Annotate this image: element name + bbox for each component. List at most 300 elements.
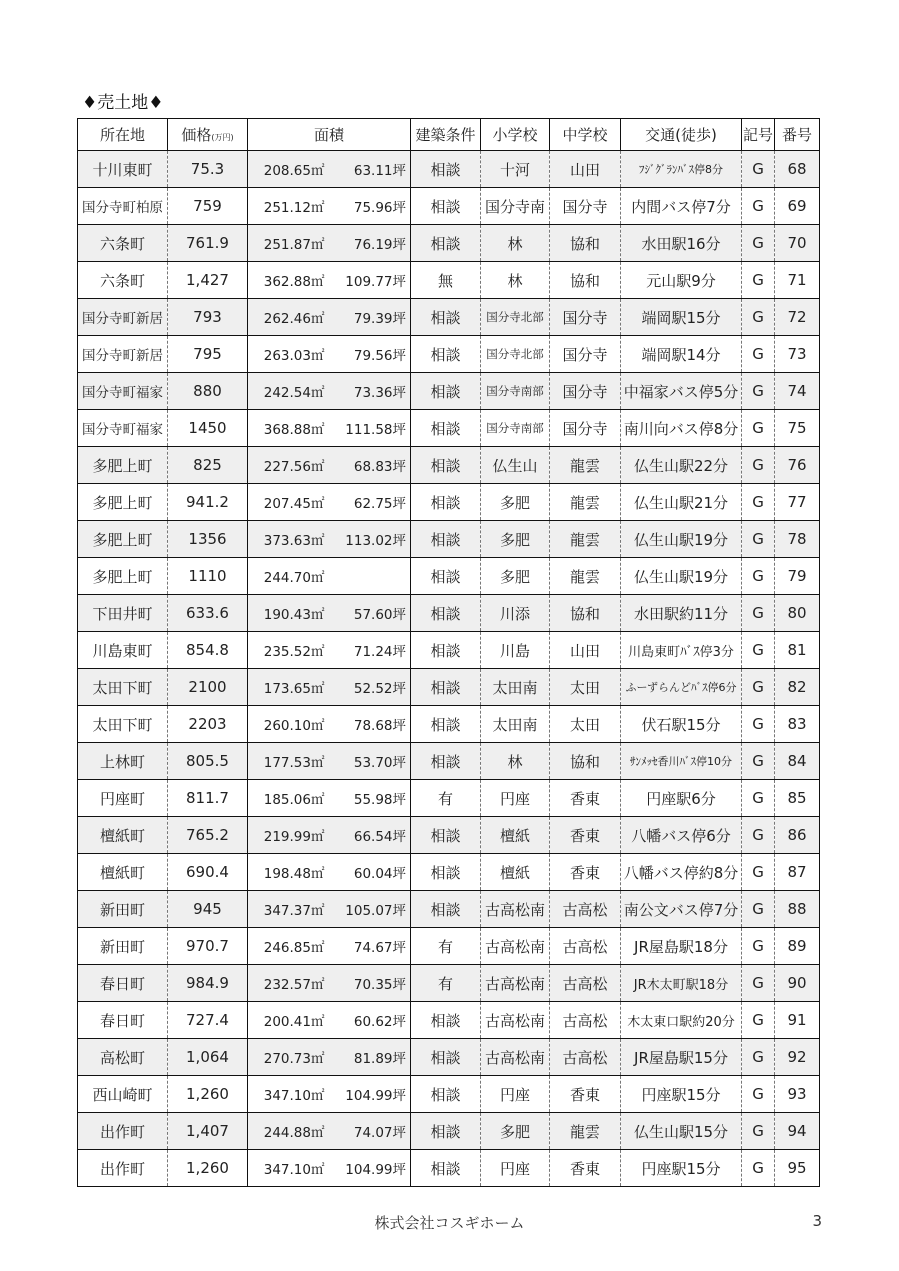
row-price: 1,407 (168, 1113, 248, 1150)
row-area-sqm: 227.56㎡ (248, 447, 335, 484)
row-area-tsubo: 81.89坪 (335, 1039, 411, 1076)
row-price: 984.9 (168, 965, 248, 1002)
row-junior-high-school: 香東 (550, 1150, 621, 1187)
row-building-conditions: 相談 (411, 299, 481, 336)
row-building-conditions: 相談 (411, 669, 481, 706)
header-number: 番号 (775, 119, 820, 151)
table-row (78, 965, 820, 1002)
row-location: 新田町 (78, 928, 168, 965)
header-area: 面積 (248, 119, 411, 151)
table-row (78, 891, 820, 928)
row-access: 仏生山駅22分 (621, 447, 742, 484)
table-row (78, 410, 820, 447)
row-area-sqm: 362.88㎡ (248, 262, 335, 299)
row-access: 水田駅約11分 (621, 595, 742, 632)
row-number: 91 (775, 1002, 820, 1039)
row-building-conditions: 相談 (411, 817, 481, 854)
row-elementary-school: 多肥 (481, 558, 550, 595)
row-area-tsubo: 104.99坪 (335, 1150, 411, 1187)
table-row (78, 669, 820, 706)
row-mark: G (742, 1002, 775, 1039)
row-junior-high-school: 古高松 (550, 1002, 621, 1039)
row-area-sqm: 219.99㎡ (248, 817, 335, 854)
row-area-sqm: 251.87㎡ (248, 225, 335, 262)
row-location: 西山崎町 (78, 1076, 168, 1113)
table-row (78, 373, 820, 410)
row-number: 75 (775, 410, 820, 447)
header-price-label: 価格 (181, 126, 212, 144)
header-location: 所在地 (78, 119, 168, 151)
row-number: 78 (775, 521, 820, 558)
row-area-tsubo: 105.07坪 (335, 891, 411, 928)
row-access: ﾌｼﾞｸﾞﾗﾝﾊﾞｽ停8分 (621, 151, 742, 188)
row-location: 国分寺町福家 (78, 410, 168, 447)
row-building-conditions: 相談 (411, 1113, 481, 1150)
row-elementary-school: 林 (481, 225, 550, 262)
table-row (78, 632, 820, 669)
row-number: 70 (775, 225, 820, 262)
row-access: 端岡駅14分 (621, 336, 742, 373)
row-area-tsubo: 60.04坪 (335, 854, 411, 891)
row-mark: G (742, 1113, 775, 1150)
row-building-conditions: 無 (411, 262, 481, 299)
table-row (78, 299, 820, 336)
row-elementary-school: 古高松南 (481, 1002, 550, 1039)
row-number: 68 (775, 151, 820, 188)
table-row (78, 151, 820, 188)
section-heading: ♦売土地♦ (82, 93, 164, 113)
row-number: 76 (775, 447, 820, 484)
row-access: 八幡バス停6分 (621, 817, 742, 854)
table-row (78, 595, 820, 632)
row-number: 74 (775, 373, 820, 410)
row-mark: G (742, 928, 775, 965)
row-location: 出作町 (78, 1150, 168, 1187)
row-building-conditions: 相談 (411, 743, 481, 780)
row-mark: G (742, 299, 775, 336)
row-junior-high-school: 太田 (550, 669, 621, 706)
row-junior-high-school: 香東 (550, 817, 621, 854)
row-junior-high-school: 協和 (550, 743, 621, 780)
row-area-sqm: 260.10㎡ (248, 706, 335, 743)
row-price: 1,260 (168, 1150, 248, 1187)
row-mark: G (742, 336, 775, 373)
row-junior-high-school: 協和 (550, 262, 621, 299)
row-access: 円座駅15分 (621, 1076, 742, 1113)
row-mark: G (742, 891, 775, 928)
row-area-sqm: 244.70㎡ (248, 558, 335, 595)
row-access: 中福家バス停5分 (621, 373, 742, 410)
row-location: 下田井町 (78, 595, 168, 632)
row-elementary-school: 古高松南 (481, 965, 550, 1002)
row-junior-high-school: 古高松 (550, 928, 621, 965)
row-building-conditions: 相談 (411, 521, 481, 558)
row-mark: G (742, 1150, 775, 1187)
row-elementary-school: 太田南 (481, 669, 550, 706)
table-row (78, 1039, 820, 1076)
row-location: 太田下町 (78, 669, 168, 706)
row-building-conditions: 相談 (411, 447, 481, 484)
table-row (78, 854, 820, 891)
row-elementary-school: 檀紙 (481, 817, 550, 854)
row-area-tsubo: 111.58坪 (335, 410, 411, 447)
row-mark: G (742, 965, 775, 1002)
row-area-sqm: 242.54㎡ (248, 373, 335, 410)
row-junior-high-school: 龍雲 (550, 484, 621, 521)
row-location: 新田町 (78, 891, 168, 928)
row-elementary-school: 国分寺南 (481, 188, 550, 225)
row-location: 国分寺町福家 (78, 373, 168, 410)
row-price: 765.2 (168, 817, 248, 854)
row-junior-high-school: 国分寺 (550, 373, 621, 410)
row-location: 多肥上町 (78, 558, 168, 595)
row-building-conditions: 相談 (411, 706, 481, 743)
row-price: 941.2 (168, 484, 248, 521)
row-area-tsubo: 79.56坪 (335, 336, 411, 373)
row-elementary-school: 国分寺北部 (481, 336, 550, 373)
row-area-tsubo: 76.19坪 (335, 225, 411, 262)
row-location: 出作町 (78, 1113, 168, 1150)
row-number: 72 (775, 299, 820, 336)
row-elementary-school: 国分寺南部 (481, 373, 550, 410)
table-row (78, 447, 820, 484)
row-price: 1,427 (168, 262, 248, 299)
row-area-sqm: 347.37㎡ (248, 891, 335, 928)
row-price: 854.8 (168, 632, 248, 669)
row-number: 86 (775, 817, 820, 854)
row-access: ｻﾝﾒｯｾ香川ﾊﾞｽ停10分 (621, 743, 742, 780)
row-price: 970.7 (168, 928, 248, 965)
row-elementary-school: 国分寺南部 (481, 410, 550, 447)
table-header-row (78, 119, 820, 151)
table-row (78, 780, 820, 817)
row-junior-high-school: 古高松 (550, 891, 621, 928)
table-row (78, 743, 820, 780)
row-mark: G (742, 780, 775, 817)
row-access: JR屋島駅18分 (621, 928, 742, 965)
row-number: 81 (775, 632, 820, 669)
row-mark: G (742, 225, 775, 262)
row-location: 十川東町 (78, 151, 168, 188)
row-elementary-school: 古高松南 (481, 1039, 550, 1076)
row-mark: G (742, 188, 775, 225)
row-area-tsubo: 60.62坪 (335, 1002, 411, 1039)
row-elementary-school: 古高松南 (481, 928, 550, 965)
row-number: 88 (775, 891, 820, 928)
row-mark: G (742, 558, 775, 595)
row-junior-high-school: 国分寺 (550, 299, 621, 336)
row-junior-high-school: 香東 (550, 854, 621, 891)
row-access: 端岡駅15分 (621, 299, 742, 336)
table-row (78, 928, 820, 965)
row-area-sqm: 190.43㎡ (248, 595, 335, 632)
row-price: 1356 (168, 521, 248, 558)
row-location: 国分寺町新居 (78, 336, 168, 373)
row-number: 94 (775, 1113, 820, 1150)
row-building-conditions: 相談 (411, 891, 481, 928)
row-access: JR屋島駅15分 (621, 1039, 742, 1076)
table-row (78, 558, 820, 595)
row-access: 仏生山駅19分 (621, 521, 742, 558)
row-price: 761.9 (168, 225, 248, 262)
row-mark: G (742, 1076, 775, 1113)
row-junior-high-school: 国分寺 (550, 410, 621, 447)
row-location: 春日町 (78, 1002, 168, 1039)
row-building-conditions: 相談 (411, 1039, 481, 1076)
row-area-sqm: 208.65㎡ (248, 151, 335, 188)
row-elementary-school: 仏生山 (481, 447, 550, 484)
row-mark: G (742, 484, 775, 521)
table-row (78, 188, 820, 225)
row-mark: G (742, 410, 775, 447)
row-junior-high-school: 香東 (550, 1076, 621, 1113)
row-access: JR木太町駅18分 (621, 965, 742, 1002)
row-location: 川島東町 (78, 632, 168, 669)
row-price: 1110 (168, 558, 248, 595)
row-number: 69 (775, 188, 820, 225)
row-building-conditions: 相談 (411, 1002, 481, 1039)
row-area-tsubo: 63.11坪 (335, 151, 411, 188)
table-row (78, 521, 820, 558)
row-building-conditions: 相談 (411, 558, 481, 595)
row-junior-high-school: 国分寺 (550, 336, 621, 373)
row-elementary-school: 多肥 (481, 521, 550, 558)
row-junior-high-school: 太田 (550, 706, 621, 743)
row-location: 檀紙町 (78, 817, 168, 854)
row-junior-high-school: 古高松 (550, 965, 621, 1002)
row-building-conditions: 相談 (411, 225, 481, 262)
row-elementary-school: 円座 (481, 1076, 550, 1113)
row-number: 71 (775, 262, 820, 299)
row-junior-high-school: 龍雲 (550, 558, 621, 595)
row-building-conditions: 相談 (411, 632, 481, 669)
row-elementary-school: 檀紙 (481, 854, 550, 891)
row-area-sqm: 235.52㎡ (248, 632, 335, 669)
row-access: ふーずらんどﾊﾞｽ停6分 (621, 669, 742, 706)
row-junior-high-school: 協和 (550, 225, 621, 262)
row-building-conditions: 有 (411, 780, 481, 817)
row-location: 六条町 (78, 262, 168, 299)
row-mark: G (742, 1039, 775, 1076)
row-elementary-school: 十河 (481, 151, 550, 188)
row-building-conditions: 相談 (411, 151, 481, 188)
row-price: 825 (168, 447, 248, 484)
row-building-conditions: 有 (411, 965, 481, 1002)
row-elementary-school: 太田南 (481, 706, 550, 743)
table-row (78, 706, 820, 743)
row-elementary-school: 古高松南 (481, 891, 550, 928)
row-area-sqm: 263.03㎡ (248, 336, 335, 373)
row-price: 793 (168, 299, 248, 336)
row-location: 太田下町 (78, 706, 168, 743)
row-area-tsubo: 62.75坪 (335, 484, 411, 521)
table-row (78, 817, 820, 854)
row-area-tsubo (335, 558, 411, 595)
header-price-unit: (万円) (211, 133, 234, 142)
row-price: 75.3 (168, 151, 248, 188)
row-area-sqm: 177.53㎡ (248, 743, 335, 780)
row-price: 633.6 (168, 595, 248, 632)
row-elementary-school: 林 (481, 262, 550, 299)
row-elementary-school: 多肥 (481, 484, 550, 521)
table-row (78, 484, 820, 521)
row-mark: G (742, 817, 775, 854)
row-access: 川島東町ﾊﾞｽ停3分 (621, 632, 742, 669)
row-elementary-school: 林 (481, 743, 550, 780)
row-price: 2203 (168, 706, 248, 743)
row-junior-high-school: 協和 (550, 595, 621, 632)
row-location: 円座町 (78, 780, 168, 817)
row-number: 92 (775, 1039, 820, 1076)
row-area-sqm: 373.63㎡ (248, 521, 335, 558)
header-mark: 記号 (742, 119, 775, 151)
row-mark: G (742, 521, 775, 558)
row-building-conditions: 相談 (411, 854, 481, 891)
row-elementary-school: 多肥 (481, 1113, 550, 1150)
row-building-conditions: 相談 (411, 188, 481, 225)
row-junior-high-school: 龍雲 (550, 1113, 621, 1150)
row-access: 元山駅9分 (621, 262, 742, 299)
row-area-tsubo: 78.68坪 (335, 706, 411, 743)
row-number: 90 (775, 965, 820, 1002)
row-junior-high-school: 山田 (550, 632, 621, 669)
row-number: 84 (775, 743, 820, 780)
row-building-conditions: 相談 (411, 410, 481, 447)
row-area-sqm: 270.73㎡ (248, 1039, 335, 1076)
row-access: 八幡バス停約8分 (621, 854, 742, 891)
row-access: 伏石駅15分 (621, 706, 742, 743)
footer-company-name: 株式会社コスギホーム (374, 1214, 525, 1232)
table-row (78, 262, 820, 299)
row-area-tsubo: 74.07坪 (335, 1113, 411, 1150)
row-access: 円座駅6分 (621, 780, 742, 817)
row-mark: G (742, 262, 775, 299)
row-elementary-school: 川添 (481, 595, 550, 632)
row-area-tsubo: 104.99坪 (335, 1076, 411, 1113)
header-junior-high-school: 中学校 (550, 119, 621, 151)
row-number: 85 (775, 780, 820, 817)
row-area-tsubo: 68.83坪 (335, 447, 411, 484)
table-row (78, 336, 820, 373)
row-price: 759 (168, 188, 248, 225)
table-row (78, 1076, 820, 1113)
row-access: 南川向バス停8分 (621, 410, 742, 447)
row-area-sqm: 200.41㎡ (248, 1002, 335, 1039)
row-area-tsubo: 113.02坪 (335, 521, 411, 558)
row-number: 73 (775, 336, 820, 373)
land-listing-table (77, 118, 820, 1187)
table-row (78, 225, 820, 262)
row-area-tsubo: 66.54坪 (335, 817, 411, 854)
row-number: 95 (775, 1150, 820, 1187)
row-junior-high-school: 山田 (550, 151, 621, 188)
row-access: 円座駅15分 (621, 1150, 742, 1187)
row-building-conditions: 相談 (411, 336, 481, 373)
row-number: 87 (775, 854, 820, 891)
header-access: 交通(徒歩) (621, 119, 742, 151)
row-junior-high-school: 龍雲 (550, 447, 621, 484)
row-access: 木太東口駅約20分 (621, 1002, 742, 1039)
row-elementary-school: 川島 (481, 632, 550, 669)
row-location: 六条町 (78, 225, 168, 262)
row-area-tsubo: 57.60坪 (335, 595, 411, 632)
row-area-sqm: 173.65㎡ (248, 669, 335, 706)
row-area-tsubo: 70.35坪 (335, 965, 411, 1002)
row-number: 83 (775, 706, 820, 743)
row-number: 80 (775, 595, 820, 632)
row-junior-high-school: 香東 (550, 780, 621, 817)
row-area-sqm: 185.06㎡ (248, 780, 335, 817)
row-area-tsubo: 52.52坪 (335, 669, 411, 706)
table-row (78, 1150, 820, 1187)
row-location: 春日町 (78, 965, 168, 1002)
header-conditions: 建築条件 (411, 119, 481, 151)
row-area-sqm: 347.10㎡ (248, 1076, 335, 1113)
row-area-tsubo: 53.70坪 (335, 743, 411, 780)
row-price: 1,064 (168, 1039, 248, 1076)
row-price: 945 (168, 891, 248, 928)
row-price: 805.5 (168, 743, 248, 780)
row-building-conditions: 相談 (411, 373, 481, 410)
row-area-tsubo: 109.77坪 (335, 262, 411, 299)
row-price: 1,260 (168, 1076, 248, 1113)
row-elementary-school: 円座 (481, 1150, 550, 1187)
row-number: 77 (775, 484, 820, 521)
row-access: 仏生山駅19分 (621, 558, 742, 595)
row-junior-high-school: 国分寺 (550, 188, 621, 225)
page-number: 3 (812, 1212, 822, 1230)
row-price: 727.4 (168, 1002, 248, 1039)
row-mark: G (742, 669, 775, 706)
row-junior-high-school: 古高松 (550, 1039, 621, 1076)
row-mark: G (742, 854, 775, 891)
row-building-conditions: 有 (411, 928, 481, 965)
row-mark: G (742, 373, 775, 410)
row-area-sqm: 244.88㎡ (248, 1113, 335, 1150)
row-junior-high-school: 龍雲 (550, 521, 621, 558)
row-number: 79 (775, 558, 820, 595)
row-mark: G (742, 706, 775, 743)
row-access: 仏生山駅15分 (621, 1113, 742, 1150)
row-price: 1450 (168, 410, 248, 447)
row-access: 水田駅16分 (621, 225, 742, 262)
row-area-tsubo: 75.96坪 (335, 188, 411, 225)
row-location: 多肥上町 (78, 484, 168, 521)
row-building-conditions: 相談 (411, 484, 481, 521)
row-price: 2100 (168, 669, 248, 706)
row-location: 国分寺町柏原 (78, 188, 168, 225)
row-area-sqm: 347.10㎡ (248, 1150, 335, 1187)
row-building-conditions: 相談 (411, 1150, 481, 1187)
row-price: 811.7 (168, 780, 248, 817)
table-row (78, 1113, 820, 1150)
row-location: 多肥上町 (78, 447, 168, 484)
row-area-tsubo: 73.36坪 (335, 373, 411, 410)
row-area-sqm: 198.48㎡ (248, 854, 335, 891)
row-area-sqm: 246.85㎡ (248, 928, 335, 965)
row-area-sqm: 251.12㎡ (248, 188, 335, 225)
row-price: 880 (168, 373, 248, 410)
row-number: 93 (775, 1076, 820, 1113)
row-elementary-school: 円座 (481, 780, 550, 817)
row-area-tsubo: 71.24坪 (335, 632, 411, 669)
row-price: 795 (168, 336, 248, 373)
row-mark: G (742, 595, 775, 632)
row-price: 690.4 (168, 854, 248, 891)
row-area-tsubo: 55.98坪 (335, 780, 411, 817)
header-elementary-school: 小学校 (481, 119, 550, 151)
row-location: 上林町 (78, 743, 168, 780)
